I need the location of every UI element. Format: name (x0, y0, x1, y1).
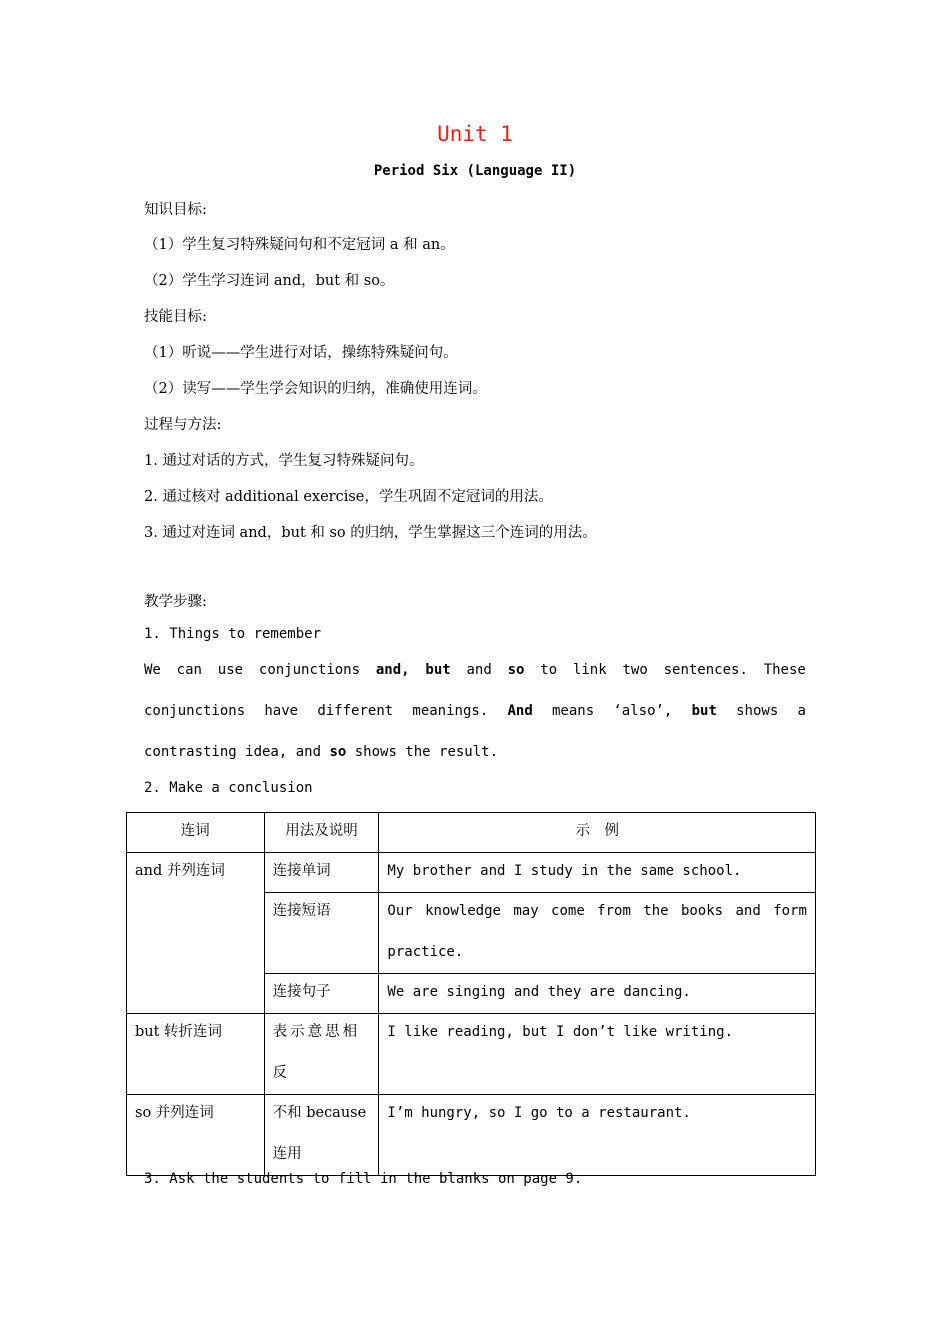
table-header-row (127, 813, 816, 853)
table-row (127, 1014, 816, 1095)
example-line: practice. (387, 944, 464, 960)
word: These (763, 662, 806, 678)
example-cell (379, 974, 816, 1014)
example-cell (379, 893, 816, 974)
word: a (797, 703, 806, 719)
text-run: contrasting idea, and (144, 744, 330, 760)
word: two (622, 662, 648, 678)
word: and, (375, 662, 410, 678)
word: means (551, 703, 595, 719)
word: the (643, 903, 669, 919)
usage-text: 连接句子 (272, 984, 331, 1000)
usage-text: 反 (272, 1065, 288, 1081)
word: sentences. (663, 662, 748, 678)
usage-cell (264, 1014, 379, 1095)
word: conjunctions (258, 662, 361, 678)
word: so (507, 662, 525, 678)
word: link (572, 662, 607, 678)
word: Our (387, 903, 413, 919)
word: And (507, 703, 533, 719)
word: come (551, 903, 585, 919)
example-text: I’m hungry, so I go to a restaurant. (387, 1105, 691, 1121)
knowledge-item: （2）学生学习连词 and，but 和 so。 (144, 273, 395, 289)
word: shows (736, 703, 779, 719)
header-text: 示 例 (575, 823, 619, 839)
conjunction-label: and 并列连词 (135, 863, 225, 879)
conjunction-cell (127, 1095, 265, 1176)
word: We (144, 662, 161, 678)
word: different (317, 703, 394, 719)
word: books (680, 903, 724, 919)
word: and (466, 662, 492, 678)
paragraph-line-2 (144, 703, 806, 719)
example-cell (379, 1095, 816, 1176)
usage-cell (264, 1095, 379, 1176)
table-row (127, 1095, 816, 1176)
conjunction-cell (127, 853, 265, 1014)
usage-text: 连接短语 (272, 903, 331, 919)
usage-cell (264, 974, 379, 1014)
text-run: shows the result. (346, 744, 499, 760)
conjunction-table (126, 812, 816, 1176)
process-heading: 过程与方法: (144, 417, 222, 433)
conjunction-label: but 转折连词 (135, 1024, 223, 1040)
word: to (540, 662, 558, 678)
word: and (735, 903, 761, 919)
usage-text: 不和 because (272, 1105, 367, 1121)
process-item: 3. 通过对连词 and，but 和 so 的归纳，学生掌握这三个连词的用法。 (144, 525, 597, 541)
word: may (513, 903, 539, 919)
skill-heading: 技能目标: (144, 309, 207, 325)
header-cell (264, 813, 379, 853)
step-3: 3. Ask the students to fill in the blanks on page 9. (144, 1171, 583, 1187)
example-line (387, 891, 807, 932)
usage-cell (264, 853, 379, 893)
usage-text: 表示意思相 (272, 1024, 361, 1040)
knowledge-item: （1）学生复习特殊疑问句和不定冠词 a 和 an。 (144, 237, 455, 253)
word: from (597, 903, 631, 919)
process-item: 1. 通过对话的方式，学生复习特殊疑问句。 (144, 453, 424, 469)
word: use (217, 662, 244, 678)
header-cell (127, 813, 265, 853)
skill-item: （1）听说——学生进行对话，操练特殊疑问句。 (144, 345, 458, 361)
knowledge-heading: 知识目标: (144, 202, 207, 218)
word: knowledge (425, 903, 501, 919)
page-title: Unit 1 (437, 122, 513, 146)
conjunction-label: so 并列连词 (135, 1105, 214, 1121)
table-row (127, 853, 816, 893)
word: form (773, 903, 807, 919)
usage-cell (264, 893, 379, 974)
process-item: 2. 通过核对 additional exercise，学生巩固不定冠词的用法。 (144, 489, 553, 505)
conjunction-cell (127, 1014, 265, 1095)
header-cell (379, 813, 816, 853)
step-2: 2. Make a conclusion (144, 780, 313, 796)
header-text: 用法及说明 (285, 823, 358, 839)
example-text: I like reading, but I don’t like writing. (387, 1024, 733, 1040)
example-cell (379, 853, 816, 893)
word: have (264, 703, 299, 719)
example-text: My brother and I study in the same school. (387, 863, 742, 879)
example-cell (379, 1014, 816, 1095)
step-1: 1. Things to remember (144, 626, 322, 642)
skill-item: （2）读写——学生学会知识的归纳，准确使用连词。 (144, 381, 487, 397)
word: meanings. (412, 703, 489, 719)
word: but (425, 662, 451, 678)
word: can (176, 662, 202, 678)
word: ‘also’, (613, 703, 673, 719)
paragraph-line-1 (144, 662, 806, 678)
word: but (691, 703, 717, 719)
example-text: We are singing and they are dancing. (387, 984, 691, 1000)
page-subtitle: Period Six (Language II) (373, 163, 577, 179)
usage-text: 连接单词 (272, 863, 331, 879)
header-text: 连词 (180, 823, 210, 839)
text-run: so (329, 744, 347, 760)
word: conjunctions (144, 703, 246, 719)
usage-text: 连用 (272, 1146, 302, 1162)
paragraph-line-3 (144, 744, 498, 760)
steps-heading: 教学步骤: (144, 594, 207, 610)
